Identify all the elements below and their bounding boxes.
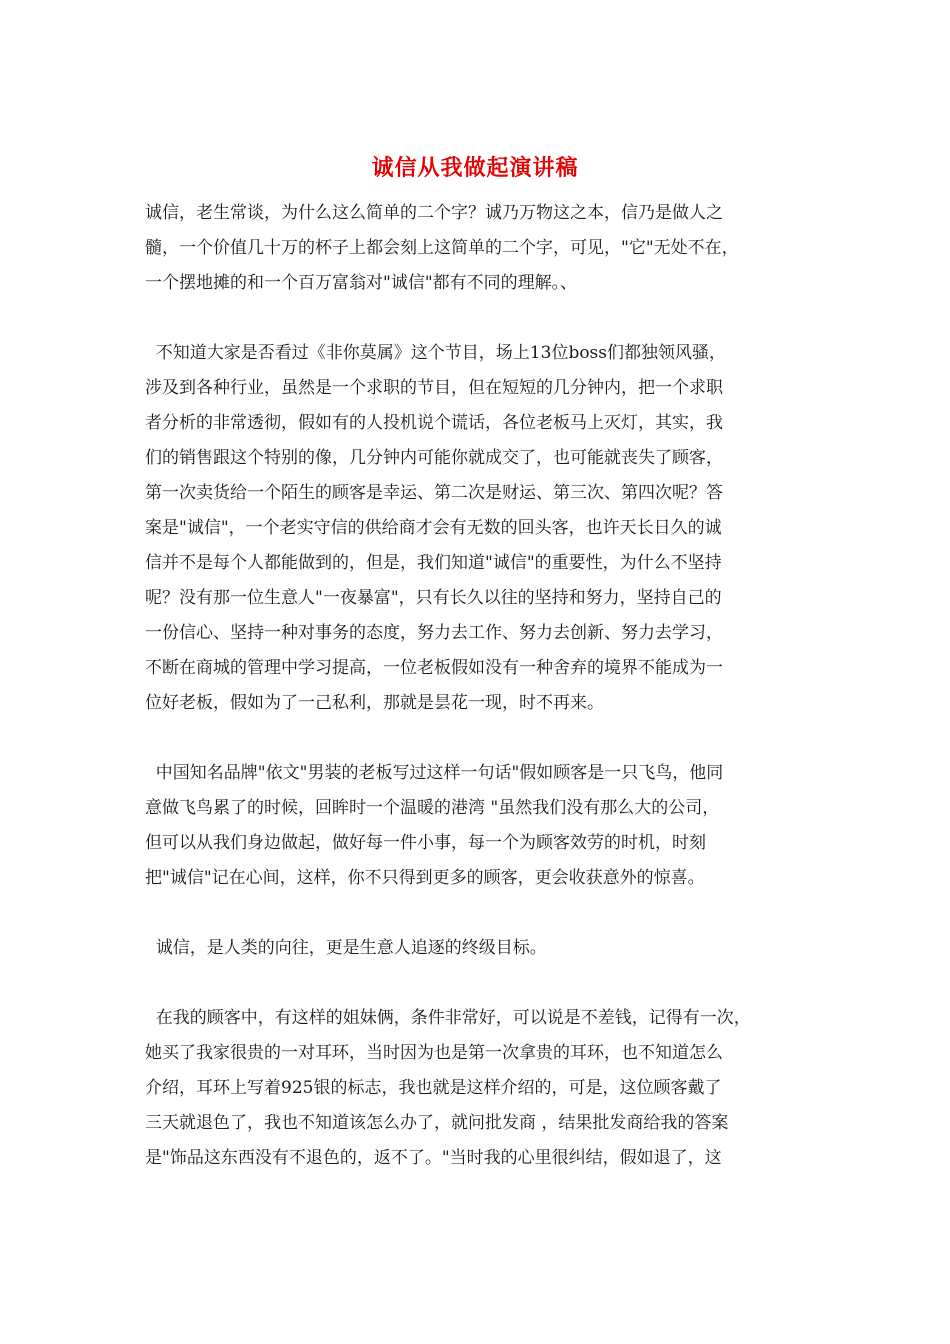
paragraph-line: 意做飞鸟累了的时候，回眸时一个温暖的港湾 "虽然我们没有那么大的公司，	[145, 798, 720, 818]
paragraph-line: 诚信，老生常谈，为什么这么简单的二个字？诚乃万物这之本，信乃是做人之	[145, 203, 723, 223]
paragraph-line: 一份信心、坚持一种对事务的态度，努力去工作、努力去创新、努力去学习，	[145, 623, 723, 643]
paragraph-line: 们的销售跟这个特别的像，几分钟内可能你就成交了，也可能就丧失了顾客，	[145, 448, 723, 468]
paragraph-line: 是"饰品这东西没有不退色的，返不了。"当时我的心里很纠结，假如退了，这	[145, 1148, 722, 1168]
paragraph-line: 者分析的非常透彻，假如有的人投机说个谎话，各位老板马上灭灯，其实，我	[145, 413, 723, 433]
paragraph	[145, 336, 805, 721]
document-body	[145, 196, 805, 1211]
paragraph	[145, 931, 805, 966]
paragraph-line: 介绍，耳环上写着925银的标志，我也就是这样介绍的，可是，这位顾客戴了	[145, 1078, 722, 1098]
paragraph-line: 呢？没有那一位生意人"一夜暴富"，只有长久以往的坚持和努力，坚持自己的	[145, 588, 722, 608]
paragraph-line: 在我的顾客中，有这样的姐妹俩，条件非常好，可以说是不差钱，记得有一次，	[145, 1008, 751, 1028]
paragraph-line: 不断在商城的管理中学习提高，一位老板假如没有一种舍弃的境界不能成为一	[145, 658, 723, 678]
paragraph	[145, 756, 805, 896]
paragraph-line: 一个摆地摊的和一个百万富翁对"诚信"都有不同的理解。、	[145, 273, 578, 293]
paragraph	[145, 1001, 805, 1176]
paragraph-line: 第一次卖货给一个陌生的顾客是幸运、第二次是财运、第三次、第四次呢？答	[145, 483, 723, 503]
paragraph-line: 诚信，是人类的向往，更是生意人追逐的终级目标。	[145, 938, 547, 958]
paragraph-line: 三天就退色了，我也不知道该怎么办了，就问批发商 ，结果批发商给我的答案	[145, 1113, 729, 1133]
paragraph-line: 位好老板，假如为了一己私利，那就是昙花一现，时不再来。	[145, 693, 604, 713]
paragraph-line: 她买了我家很贵的一对耳环，当时因为也是第一次拿贵的耳环，也不知道怎么	[145, 1043, 723, 1063]
document-title: 诚信从我做起演讲稿	[371, 155, 579, 181]
paragraph-line: 中国知名品牌"依文"男装的老板写过这样一句话"假如顾客是一只飞鸟，他同	[145, 763, 724, 783]
paragraph-line: 案是"诚信"，一个老实守信的供给商才会有无数的回头客，也许天长日久的诚	[145, 518, 722, 538]
paragraph-line: 髓，一个价值几十万的杯子上都会刻上这简单的二个字，可见，"它"无处不在，	[145, 238, 739, 258]
paragraph-line: 不知道大家是否看过《非你莫属》这个节目，场上13位boss们都独领风骚，	[145, 343, 727, 363]
paragraph-line: 但可以从我们身边做起，做好每一件小事，每一个为顾客效劳的时机，时刻	[145, 833, 706, 853]
paragraph-line: 把"诚信"记在心间，这样，你不只得到更多的顾客，更会收获意外的惊喜。	[145, 868, 705, 888]
paragraph	[145, 196, 805, 301]
paragraph-line: 涉及到各种行业，虽然是一个求职的节目，但在短短的几分钟内，把一个求职	[145, 378, 723, 398]
paragraph-line: 信并不是每个人都能做到的，但是，我们知道"诚信"的重要性，为什么不坚持	[145, 553, 722, 573]
